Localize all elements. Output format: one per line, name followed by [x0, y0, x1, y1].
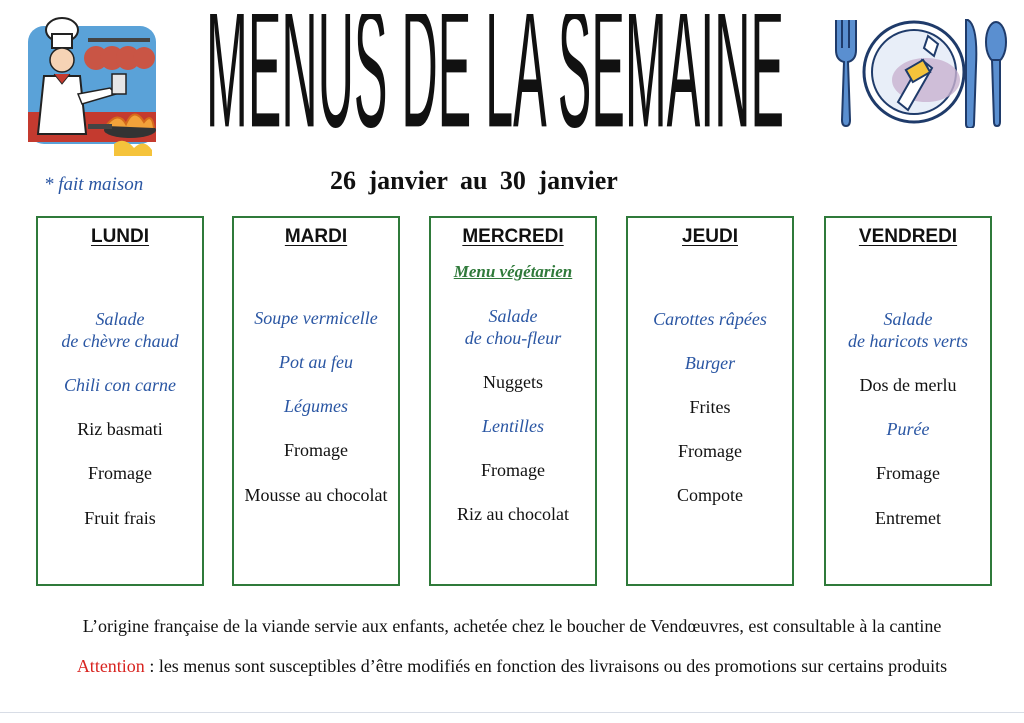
day-title: MERCREDI	[462, 226, 564, 247]
menu-item: Soupe vermicelle	[254, 308, 378, 328]
menu-item: Riz basmati	[77, 419, 163, 439]
day-title: JEUDI	[682, 226, 738, 247]
menu-item: Purée	[886, 419, 930, 439]
menu-item: Fromage	[88, 463, 152, 483]
menu-item: Burger	[684, 353, 736, 373]
day-title: LUNDI	[90, 226, 150, 247]
chef-cooking-icon	[26, 16, 158, 158]
week-dates: 26 janvier au 30 janvier	[330, 166, 618, 195]
menu-item: Salade de chou-fleur	[464, 306, 562, 348]
menu-item: Lentilles	[482, 416, 544, 436]
page-title-text: MENUS DE LA SEMAINE	[205, 14, 784, 154]
menu-item: Salade de chèvre chaud	[61, 309, 179, 351]
menu-item: Chili con carne	[64, 375, 176, 395]
menu-item: Fromage	[284, 440, 348, 460]
menu-item: Nuggets	[483, 372, 543, 392]
cutlery-plate-icon	[828, 16, 1008, 128]
menu-item: Frites	[689, 397, 731, 417]
day-column-lundi	[36, 216, 204, 586]
warning-text: : les menus sont susceptibles d’être modifiés en fonction des livraisons ou des promotions sur certains produits	[144, 656, 948, 676]
menu-item: Salade de haricots verts	[848, 309, 968, 351]
menu-item: Carottes râpées	[653, 309, 767, 329]
day-column-jeudi	[626, 216, 794, 586]
menu-item: Mousse au chocolat	[244, 485, 388, 505]
menu-item: Entremet	[875, 508, 941, 528]
warning-label: Attention	[76, 656, 145, 676]
vegetarian-menu-label: Menu végétarien	[453, 262, 573, 281]
day-column-vendredi	[824, 216, 992, 586]
day-column-mercredi	[429, 216, 597, 586]
warning-note	[0, 656, 1024, 677]
menu-item: Fromage	[678, 441, 742, 461]
menu-item: Dos de merlu	[859, 375, 957, 395]
menu-item: Légumes	[284, 396, 348, 416]
day-column-mardi	[232, 216, 400, 586]
menu-item: Pot au feu	[279, 352, 353, 372]
day-title: MARDI	[284, 226, 348, 247]
page-title	[200, 14, 790, 154]
menu-item: Compote	[677, 485, 743, 505]
meat-origin-note: L’origine française de la viande servie aux enfants, achetée chez le boucher de Vendœuvres, est consultable à la cantine	[82, 616, 942, 636]
menu-item: Fruit frais	[84, 508, 156, 528]
day-title: VENDREDI	[858, 226, 958, 247]
menu-item: Riz au chocolat	[457, 504, 569, 524]
menu-item: Fromage	[876, 463, 940, 483]
homemade-legend: * fait maison	[44, 174, 144, 195]
page-edge-divider	[0, 712, 1024, 713]
menu-item: Fromage	[481, 460, 545, 480]
